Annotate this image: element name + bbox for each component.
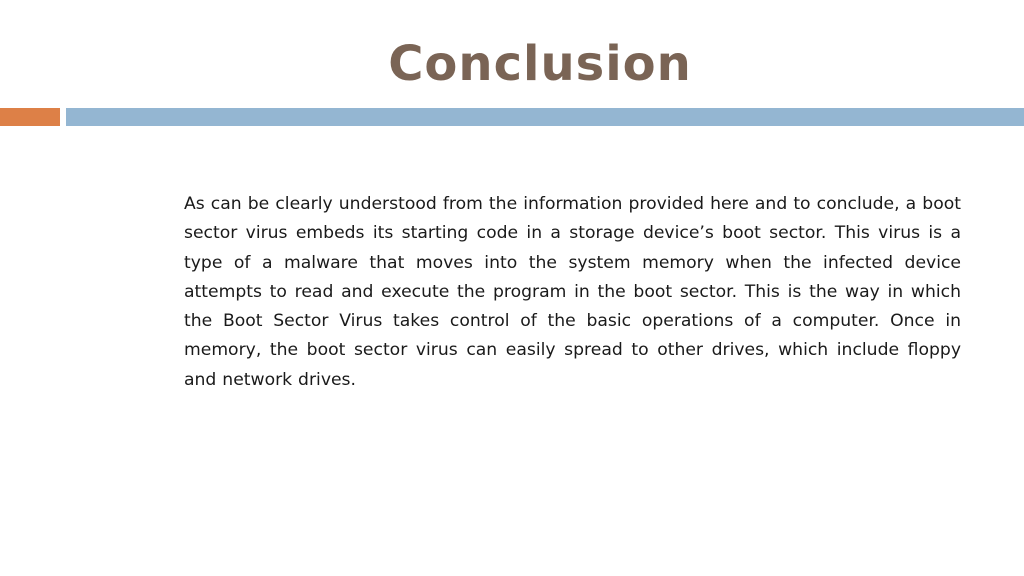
title-accent-bar-orange: [0, 108, 60, 126]
slide-title: Conclusion: [388, 36, 692, 92]
slide-body-text: As can be clearly understood from the information provided here and to conclude, a boot sector virus embeds its starting code in a storage device’s boot sector. This virus is a type of a malware that moves into the system memory when the infected device attempts to read and execute the program in the boot sector. This is the way in which the Boot Sector Virus takes control of the basic operations of a computer. Once in memory, the boot sector virus can easily spread to other drives, which include floppy and network drives.: [184, 194, 961, 390]
title-accent-bar-blue: [66, 108, 1024, 126]
